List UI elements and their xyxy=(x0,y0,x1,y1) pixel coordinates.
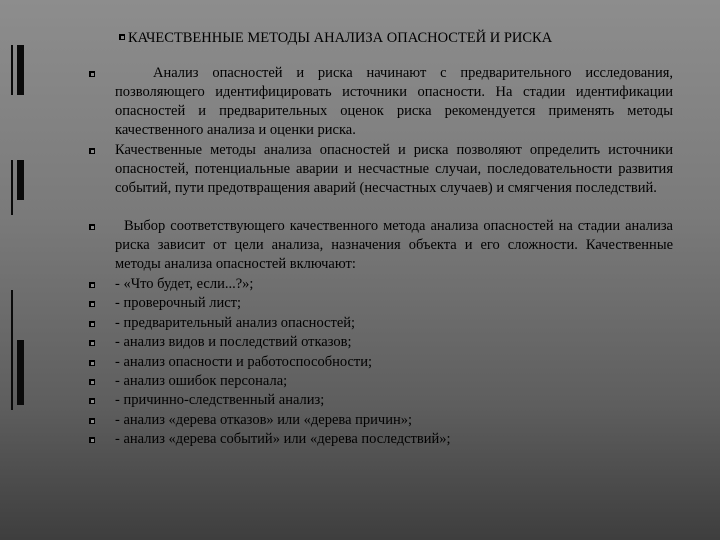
list-item: - причинно-следственный анализ; xyxy=(115,392,325,409)
list-item: - предварительный анализ опасностей; xyxy=(115,314,356,331)
bullet-icon xyxy=(88,223,98,233)
list-item: - анализ «дерева отказов» или «дерева причин»; xyxy=(115,411,413,428)
paragraph-1-text: Анализ опасностей и риска начинают с предварительного исследования, позволяющего идентифицировать источники опасности. На стадии идентификации опасностей и предварительных оценок риска рекомендуется применять методы качественного анализа и оценки риска. xyxy=(115,65,673,138)
bullet-icon xyxy=(88,281,98,291)
list-item: - анализ ошибок персонала; xyxy=(115,373,288,390)
slide-title-row xyxy=(128,30,688,47)
paragraph-2-text: Качественные методы анализа опасностей и риска позволяют определить источники опасностей, потенциальные аварии и несчастные случаи, последовательности развития событий, пути предотвращения аварий (несчастных случаев) и смягчения последствий. xyxy=(115,142,673,196)
bullet-icon xyxy=(88,417,98,427)
paragraph-3-text: Выбор соответствующего качественного метода анализа опасностей на стадии анализа риска зависит от цели анализа, назначения объекта и его сложности. Качественные методы анализа опасностей включают: xyxy=(115,218,673,272)
list-item: - анализ «дерева событий» или «дерева последствий»; xyxy=(115,431,451,448)
edge-bar-2 xyxy=(17,45,24,95)
list-item: - проверочный лист; xyxy=(115,295,242,312)
slide-title: КАЧЕСТВЕННЫЕ МЕТОДЫ АНАЛИЗА ОПАСНОСТЕЙ И РИСКА xyxy=(128,30,553,46)
bullet-icon xyxy=(88,300,98,310)
bullet-icon xyxy=(88,436,98,446)
edge-bar-5 xyxy=(11,290,13,410)
edge-bar-6 xyxy=(17,340,24,405)
list-item: - анализ опасности и работоспособности; xyxy=(115,353,373,370)
bullet-icon xyxy=(88,359,98,369)
methods-list xyxy=(115,275,675,450)
paragraph-1 xyxy=(115,64,673,140)
bullet-icon xyxy=(88,397,98,407)
bullet-icon xyxy=(88,147,98,157)
list-item: - анализ видов и последствий отказов; xyxy=(115,334,352,351)
paragraph-3 xyxy=(115,217,673,274)
edge-bar-3 xyxy=(11,160,13,215)
bullet-icon xyxy=(118,33,128,43)
bullet-icon xyxy=(88,320,98,330)
bullet-icon xyxy=(88,378,98,388)
edge-bar-4 xyxy=(17,160,24,200)
paragraph-2 xyxy=(115,141,673,198)
list-item: - «Что будет, если...?»; xyxy=(115,276,254,292)
edge-bar-1 xyxy=(11,45,13,95)
bullet-icon xyxy=(88,70,98,80)
bullet-icon xyxy=(88,339,98,349)
